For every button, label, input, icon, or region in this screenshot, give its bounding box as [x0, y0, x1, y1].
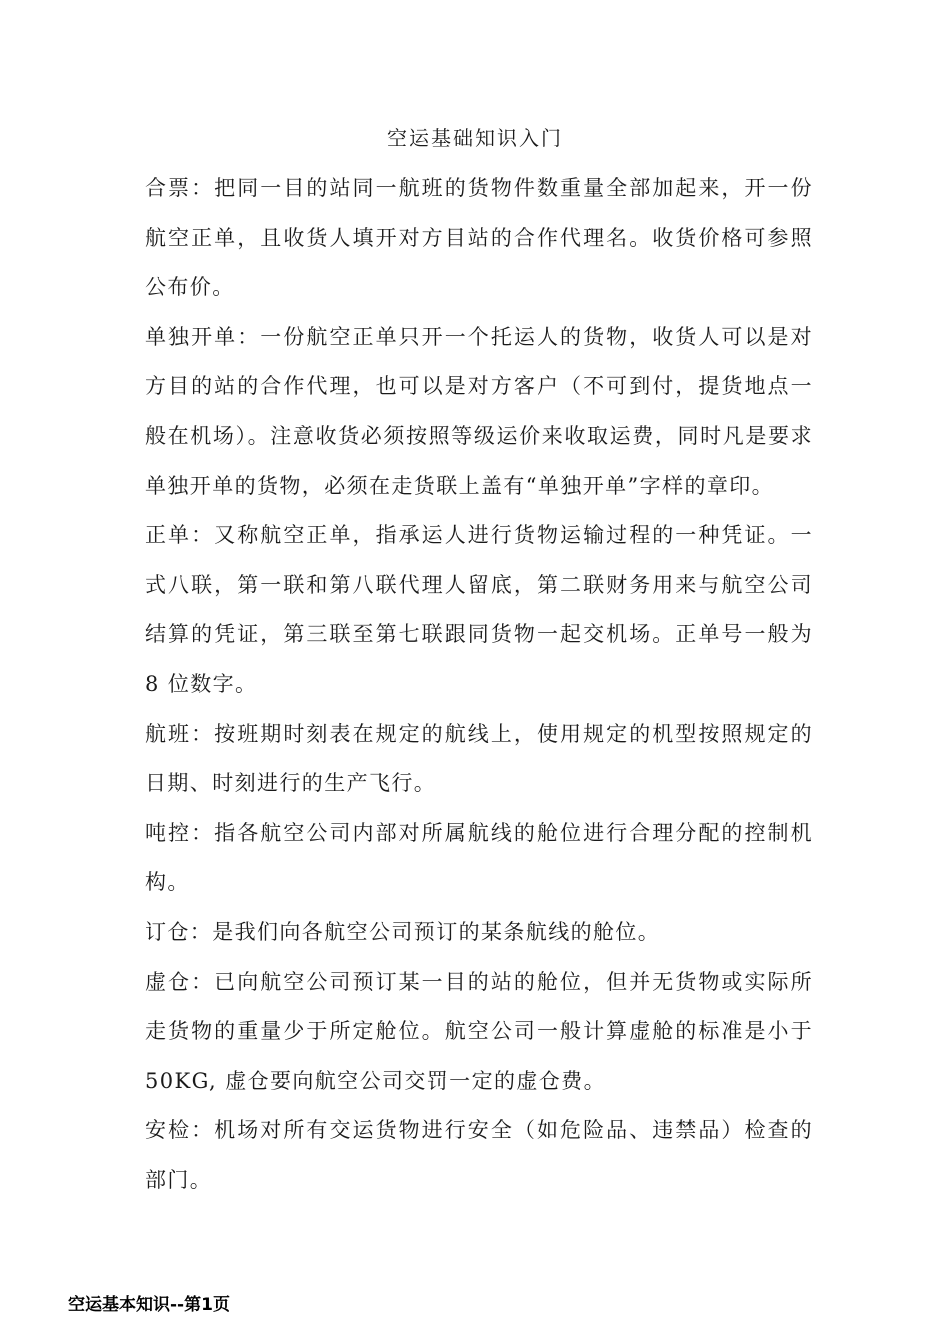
document-body [145, 164, 813, 1205]
paragraph-dandu-kaidan: 单独开单：一份航空正单只开一个托运人的货物，收货人可以是对方目的站的合作代理，也可以是对方客户（不可到付，提货地点一般在机场）。注意收货必须按照等级运价来收取运费，同时凡是要求单独开单的货物，必须在走货联上盖有“单独开单”字样的章印。 [145, 324, 813, 498]
paragraph-dunkong: 吨控：指各航空公司内部对所属航线的舱位进行合理分配的控制机构。 [145, 820, 813, 895]
paragraph-zhengdan: 正单：又称航空正单，指承运人进行货物运输过程的一种凭证。一式八联，第一联和第八联代理人留底，第二联财务用来与航空公司结算的凭证，第三联至第七联跟同货物一起交机场。正单号一般为 8 位数字。 [145, 523, 813, 696]
page-footer: 空运基本知识--第1页 [68, 1295, 230, 1315]
paragraph-anjian: 安检：机场对所有交运货物进行安全（如危险品、违禁品）检查的部门。 [145, 1118, 813, 1192]
paragraph-hepiao: 合票：把同一目的站同一航班的货物件数重量全部加起来，开一份航空正单，且收货人填开对方目站的合作代理名。收货价格可参照公布价。 [145, 176, 813, 300]
document-title: 空运基础知识入门 [387, 126, 563, 150]
paragraph-xucang: 虚仓：已向航空公司预订某一目的站的舱位，但并无货物或实际所走货物的重量少于所定舱位。航空公司一般计算虚舱的标准是小于 50KG, 虚仓要向航空公司交罚一定的虚仓费。 [145, 969, 813, 1093]
paragraph-hangban: 航班：按班期时刻表在规定的航线上，使用规定的机型按照规定的日期、时刻进行的生产飞行。 [145, 721, 813, 796]
paragraph-dingcang: 订仓：是我们向各航空公司预订的某条航线的舱位。 [145, 919, 661, 944]
